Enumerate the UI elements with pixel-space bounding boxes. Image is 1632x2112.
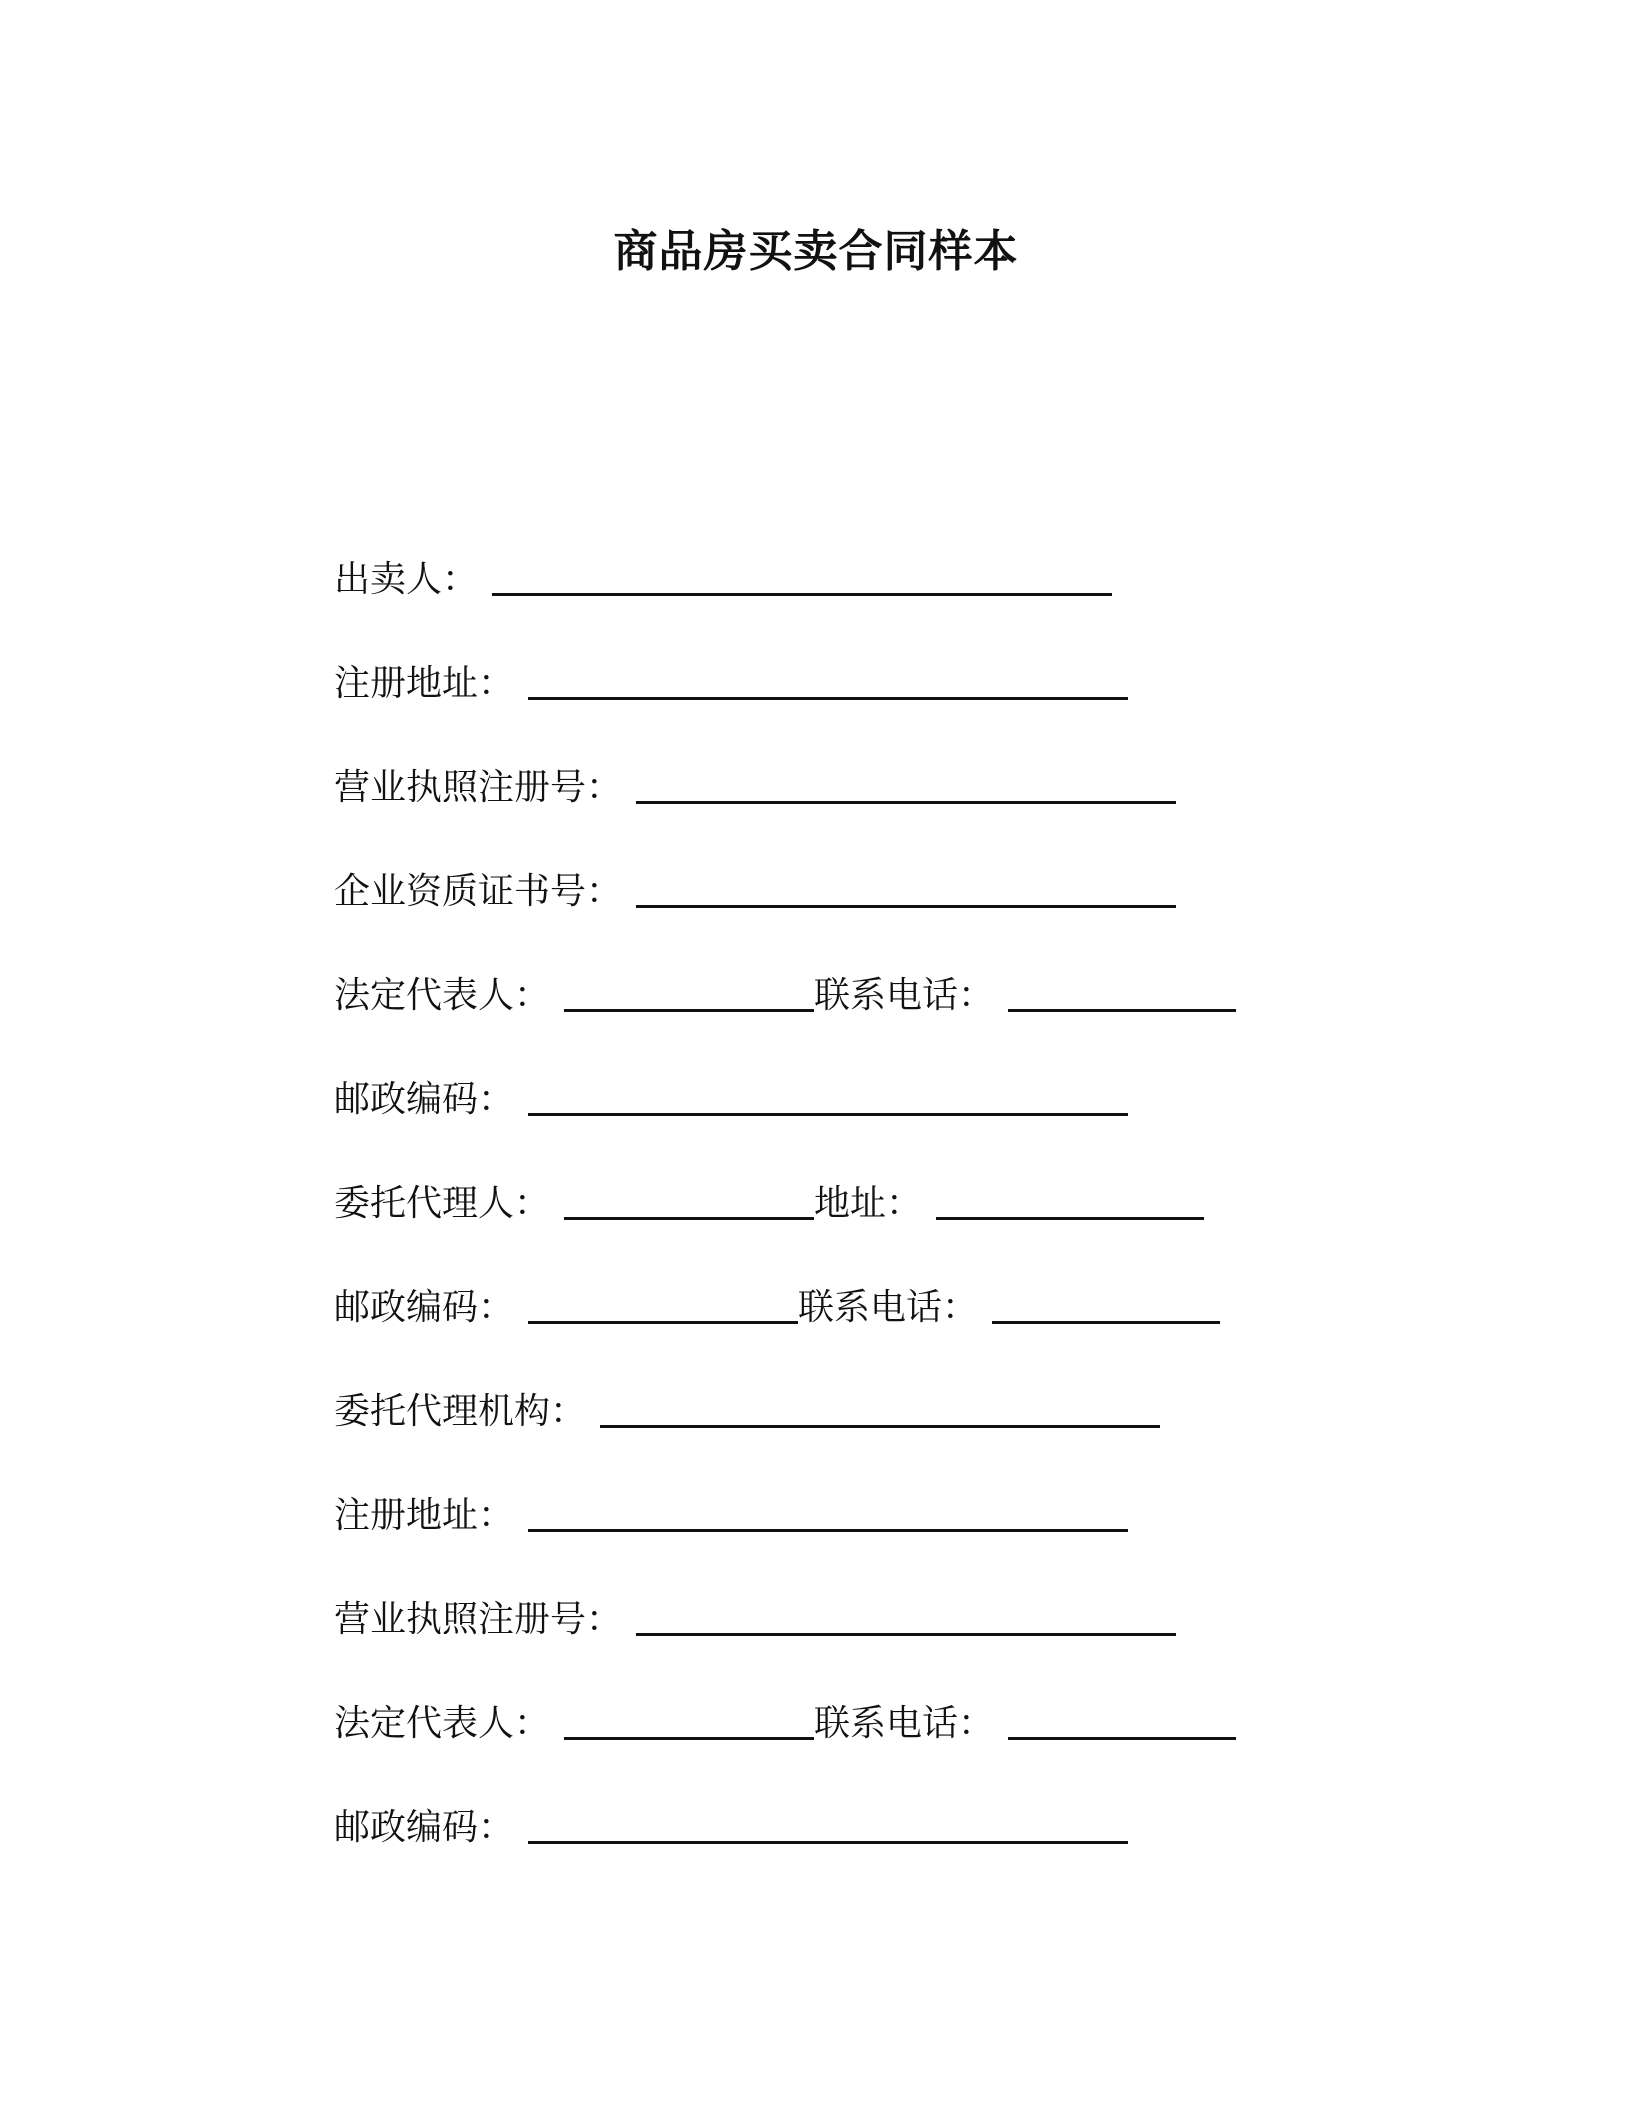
- license-no-label: 营业执照注册号：: [334, 767, 623, 808]
- seller-blank[interactable]: [492, 557, 1112, 596]
- agency-postcode-label: 邮政编码：: [334, 1807, 515, 1848]
- agency-legal-rep-label: 法定代表人：: [334, 1703, 551, 1744]
- agency-phone-blank[interactable]: [1008, 1701, 1236, 1740]
- agency-phone-label: 联系电话：: [814, 1703, 995, 1744]
- legal-rep-label: 法定代表人：: [334, 975, 551, 1016]
- form-row-agency-postcode: [334, 1748, 1434, 1852]
- form-row-seller: [334, 500, 1434, 604]
- agency-reg-address-blank[interactable]: [528, 1493, 1128, 1532]
- document-title: 商品房买卖合同样本: [613, 226, 1019, 277]
- agency-postcode-blank[interactable]: [528, 1805, 1128, 1844]
- agent-phone-label: 联系电话：: [798, 1287, 979, 1328]
- form-row-agency-license-no: [334, 1540, 1434, 1644]
- agency-reg-address-label: 注册地址：: [334, 1495, 515, 1536]
- form-row-postcode: [334, 1020, 1434, 1124]
- agent-address-label: 地址：: [814, 1183, 923, 1224]
- agent-label: 委托代理人：: [334, 1183, 551, 1224]
- legal-rep-blank[interactable]: [564, 973, 814, 1012]
- agent-phone-blank[interactable]: [992, 1285, 1220, 1324]
- form-row-reg-address: [334, 604, 1434, 708]
- agency-legal-rep-blank[interactable]: [564, 1701, 814, 1740]
- seller-info-form: [334, 500, 1434, 1852]
- form-row-agency: [334, 1332, 1434, 1436]
- phone-label: 联系电话：: [814, 975, 995, 1016]
- reg-address-label: 注册地址：: [334, 663, 515, 704]
- form-row-qualification-no: [334, 812, 1434, 916]
- agent-address-blank[interactable]: [936, 1181, 1204, 1220]
- qualification-no-label: 企业资质证书号：: [334, 871, 623, 912]
- agency-license-no-label: 营业执照注册号：: [334, 1599, 623, 1640]
- form-row-legal-rep: [334, 916, 1434, 1020]
- reg-address-blank[interactable]: [528, 661, 1128, 700]
- agent-blank[interactable]: [564, 1181, 814, 1220]
- agent-postcode-blank[interactable]: [528, 1285, 798, 1324]
- form-row-agency-reg-address: [334, 1436, 1434, 1540]
- form-row-agent-postcode: [334, 1228, 1434, 1332]
- form-row-agency-legal-rep: [334, 1644, 1434, 1748]
- license-no-blank[interactable]: [636, 765, 1176, 804]
- form-row-license-no: [334, 708, 1434, 812]
- form-row-agent: [334, 1124, 1434, 1228]
- seller-label: 出卖人：: [334, 559, 479, 600]
- qualification-no-blank[interactable]: [636, 869, 1176, 908]
- postcode-label: 邮政编码：: [334, 1079, 515, 1120]
- phone-blank[interactable]: [1008, 973, 1236, 1012]
- postcode-blank[interactable]: [528, 1077, 1128, 1116]
- agent-postcode-label: 邮政编码：: [334, 1287, 515, 1328]
- agency-label: 委托代理机构：: [334, 1391, 587, 1432]
- agency-license-no-blank[interactable]: [636, 1597, 1176, 1636]
- agency-blank[interactable]: [600, 1389, 1160, 1428]
